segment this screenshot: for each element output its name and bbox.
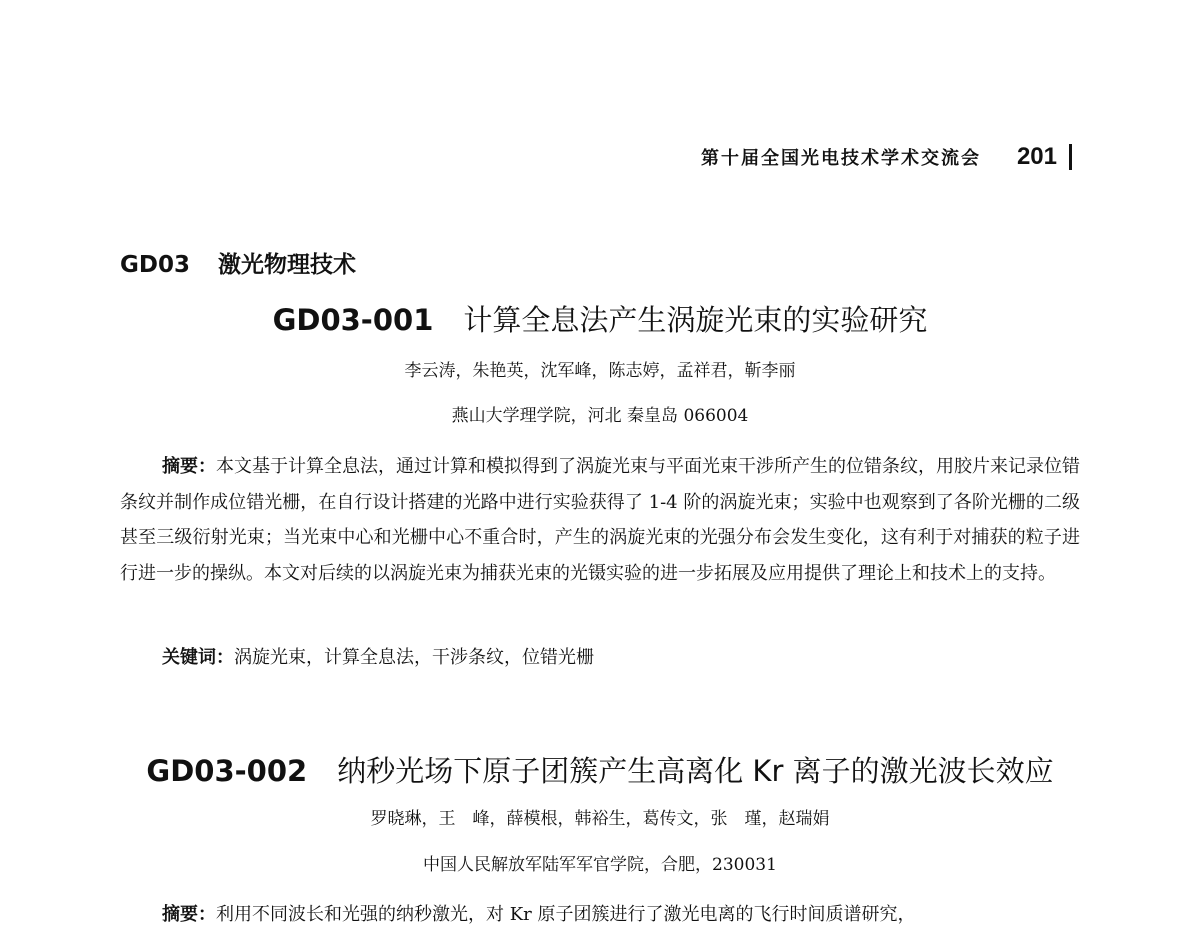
paper-keywords xyxy=(162,643,594,669)
section-code: GD03 xyxy=(120,252,190,278)
paper-code: GD03-001 xyxy=(272,303,434,337)
paper-title-text: 纳秒光场下原子团簇产生高离化 Kr 离子的激光波长效应 xyxy=(337,754,1054,788)
paper-abstract xyxy=(120,449,1080,591)
abstract-text: 利用不同波长和光强的纳秒激光，对 Kr 原子团簇进行了激光电离的飞行时间质谱研究， xyxy=(216,904,916,925)
paper-code: GD03-002 xyxy=(146,754,308,788)
paper-affiliation: 燕山大学理学院，河北 秦皇岛 066004 xyxy=(451,406,749,426)
paper-authors: 李云涛，朱艳英，沈军峰，陈志婷，孟祥君，靳李丽 xyxy=(404,361,796,381)
abstract-text: 本文基于计算全息法，通过计算和模拟得到了涡旋光束与平面光束干涉所产生的位错条纹，用胶片来记录位错条纹并制作成位错光栅，在自行设计搭建的光路中进行实验获得了 1-4 阶的涡旋光束；实验中也观察到了各阶光栅的二级甚至三级衍射光束；当光束中心和光栅中心不重合时，产生的涡旋光束的光强分布会发生变化，这有利于对捕获的粒子进行进一步的操纵。本文对后续的以涡旋光束为捕获光束的光镊实验的进一步拓展及应用提供了理论上和技术上的支持。 xyxy=(120,456,1080,584)
abstract-label: 摘要： xyxy=(162,456,216,477)
header-divider xyxy=(1069,144,1072,170)
paper-authors: 罗晓琳，王 峰，薛模根，韩裕生，葛传文，张 瑾，赵瑞娟 xyxy=(370,809,830,829)
paper-affiliation: 中国人民解放军陆军军官学院，合肥，230031 xyxy=(423,855,777,875)
conference-name: 第十届全国光电技术学术交流会 xyxy=(700,148,981,169)
running-header xyxy=(701,143,1072,171)
paper-abstract xyxy=(120,897,1080,933)
paper-title xyxy=(0,749,1200,790)
keywords-text: 涡旋光束，计算全息法，干涉条纹，位错光栅 xyxy=(234,647,594,668)
section-title: 激光物理技术 xyxy=(217,252,356,278)
paper-title-text: 计算全息法产生涡旋光束的实验研究 xyxy=(463,303,928,337)
keywords-label: 关键词： xyxy=(162,647,234,668)
page-number: 201 xyxy=(1016,143,1057,170)
section-heading xyxy=(120,246,356,279)
paper-title xyxy=(0,298,1200,339)
abstract-label: 摘要： xyxy=(162,904,216,925)
